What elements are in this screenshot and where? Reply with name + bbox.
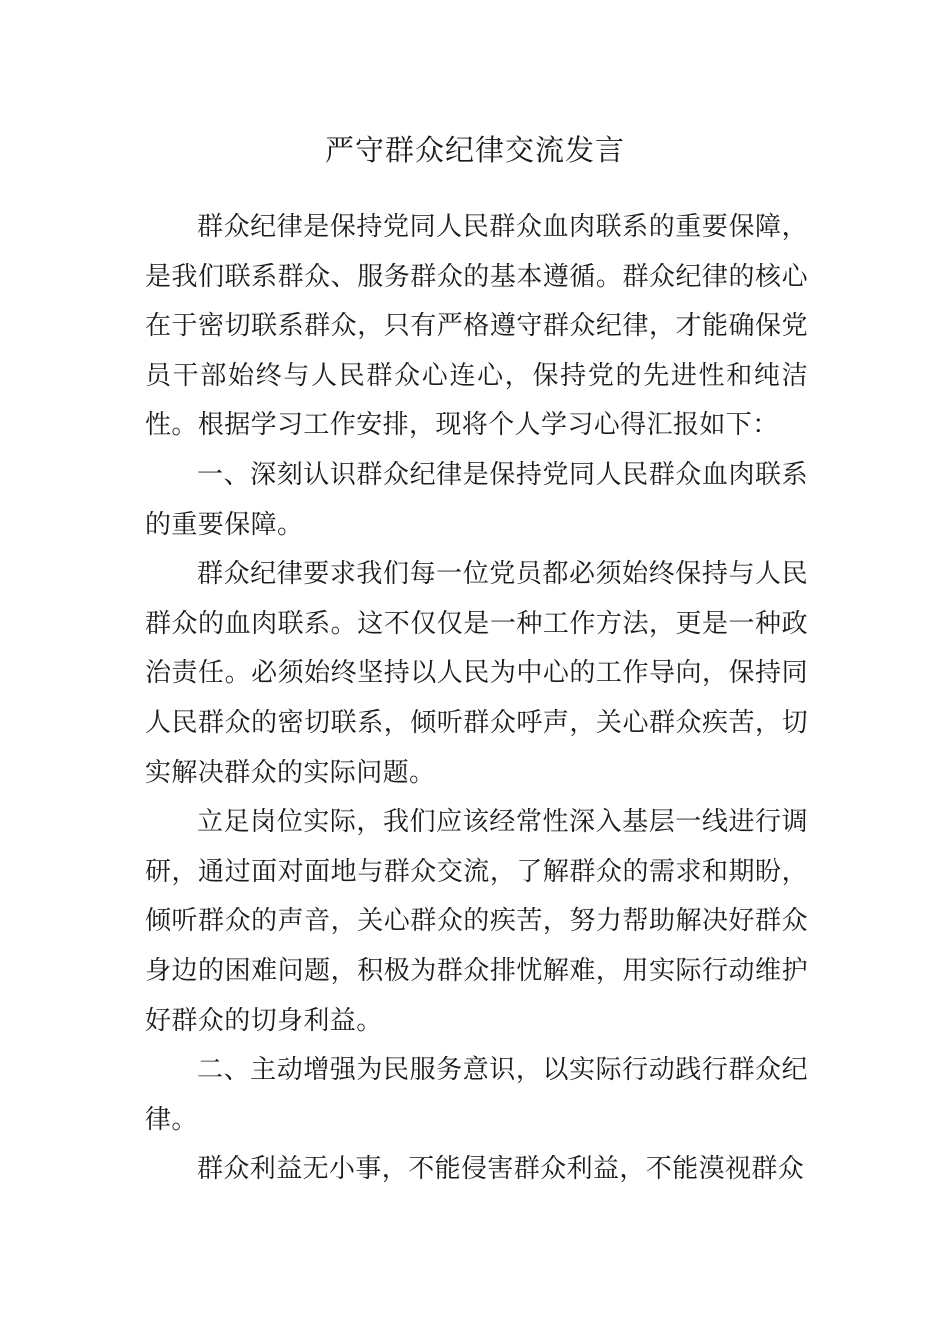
document-body (145, 203, 808, 1195)
paragraph-2a: 群众利益无小事，不能侵害群众利益，不能漠视群众 (197, 1154, 805, 1185)
paragraph-intro: 群众纪律是保持党同人民群众血肉联系的重要保障，是我们联系群众、服务群众的基本遵循。群众纪律的核心在于密切联系群众，只有严格遵守群众纪律，才能确保党员干部始终与人民群众心连心，保持党的先进性和纯洁性。根据学习工作安排，现将个人学习心得汇报如下： (145, 212, 808, 441)
section-heading-2: 二、主动增强为民服务意识，以实际行动践行群众纪律。 (145, 1055, 808, 1135)
section-heading-1: 一、深刻认识群众纪律是保持党同人民群众血肉联系的重要保障。 (145, 459, 808, 540)
document-title: 严守群众纪律交流发言 (324, 133, 625, 167)
paragraph-1a: 群众纪律要求我们每一位党员都必须始终保持与人民群众的血肉联系。这不仅仅是一种工作方法，更是一种政治责任。必须始终坚持以人民为中心的工作导向，保持同人民群众的密切联系，倾听群众呼声，关心群众疾苦，切实解决群众的实际问题。 (145, 559, 808, 788)
paragraph-1b: 立足岗位实际，我们应该经常性深入基层一线进行调研，通过面对面地与群众交流，了解群众的需求和期盼，倾听群众的声音，关心群众的疾苦，努力帮助解决好群众身边的困难问题，积极为群众排忧解难，用实际行动维护好群众的切身利益。 (145, 807, 808, 1036)
